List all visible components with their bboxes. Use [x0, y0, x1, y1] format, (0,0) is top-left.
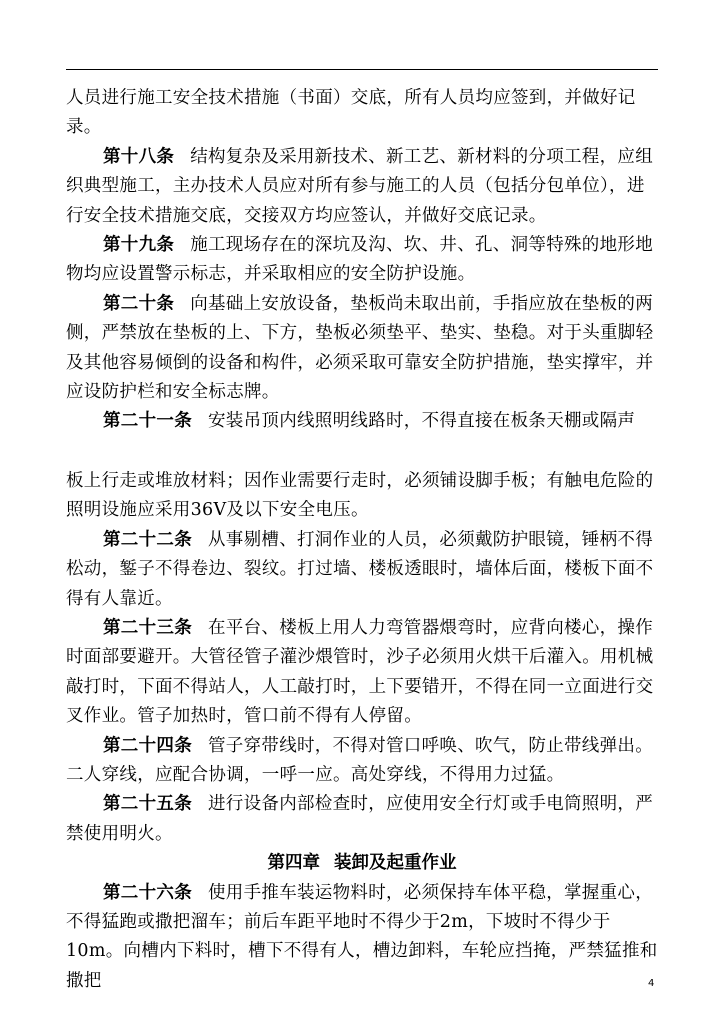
article-19 [66, 231, 658, 290]
page-number: 4 [648, 978, 655, 989]
article-19-text: 施工现场存在的深坑及沟、坎、井、孔、洞等特殊的地形地物均应设置警示标志，并采取相应的安全防护设施。 [66, 235, 654, 285]
article-18-heading: 第十八条 [103, 146, 175, 167]
document-body [66, 84, 658, 996]
article-24-heading: 第二十四条 [103, 735, 192, 756]
article-21-heading: 第二十一条 [103, 411, 192, 432]
article-20-heading: 第二十条 [103, 293, 175, 314]
article-26-heading: 第二十六条 [103, 882, 192, 903]
article-20 [66, 290, 658, 408]
article-18 [66, 143, 658, 231]
article-19-heading: 第十九条 [103, 235, 175, 256]
article-18-text: 结构复杂及采用新技术、新工艺、新材料的分项工程，应组织典型施工，主办技术人员应对所有参与施工的人员（包括分包单位），进行安全技术措施交底，交接双方均应签认，并做好交底记录。 [66, 146, 654, 226]
article-25-text: 进行设备内部检查时，应使用安全行灯或手电筒照明，严禁使用明火。 [66, 794, 653, 844]
article-20-text: 向基础上安放设备，垫板尚未取出前，手指应放在垫板的两侧，严禁放在垫板的上、下方，垫板必须垫平、垫实、垫稳。对于头重脚轻及其他容易倾倒的设备和构件，必须采取可靠安全防护措施，垫实撑牢，并应设防护栏和安全标志牌。 [66, 293, 654, 403]
paragraph-continued: 人员进行施工安全技术措施（书面）交底，所有人员均应签到，并做好记录。 [66, 88, 636, 138]
article-25-heading: 第二十五条 [103, 794, 192, 815]
chapter-heading [66, 849, 658, 878]
article-21 [66, 407, 658, 436]
article-23-heading: 第二十三条 [103, 617, 192, 638]
article-21-continued: 板上行走或堆放材料；因作业需要行走时，必须铺设脚手板；有触电危险的照明设施应采用36V及以下安全电压。 [66, 470, 654, 521]
article-24 [66, 732, 658, 791]
article-26 [66, 879, 658, 997]
article-25 [66, 790, 658, 849]
header-rule [66, 69, 658, 70]
article-21-text: 安装吊顶内线照明线路时，不得直接在板条天棚或隔声 [208, 411, 636, 432]
article-23-text: 在平台、楼板上用人力弯管器煨弯时，应背向楼心，操作时面部要避开。大管径管子灌沙煨管时，沙子必须用火烘干后灌入。用机械敲打时，下面不得站人，人工敲打时，上下要错开，不得在同一立面进行交叉作业。管子加热时，管口前不得有人停留。 [66, 617, 654, 727]
article-24-text: 管子穿带线时，不得对管口呼唤、吹气，防止带线弹出。二人穿线，应配合协调，一呼一应。高处穿线，不得用力过猛。 [66, 735, 653, 785]
article-23 [66, 614, 658, 732]
article-26-text: 使用手推车装运物料时，必须保持车体平稳，掌握重心，不得猛跑或撒把溜车；前后车距平地时不得少于2m，下坡时不得少于10m。向槽内下料时，槽下不得有人，槽边卸料，车轮应挡掩，严禁猛推和撒把 [66, 882, 658, 991]
paragraph-gap [66, 437, 658, 467]
article-22-text: 从事剔槽、打洞作业的人员，必须戴防护眼镜，锤柄不得松动，錾子不得卷边、裂纹。打过墙、楼板透眼时，墙体后面，楼板下面不得有人靠近。 [66, 529, 654, 609]
article-22 [66, 526, 658, 614]
chapter-number: 第四章 [267, 853, 320, 874]
article-22-heading: 第二十二条 [103, 529, 192, 550]
chapter-title: 装卸及起重作业 [334, 853, 457, 874]
